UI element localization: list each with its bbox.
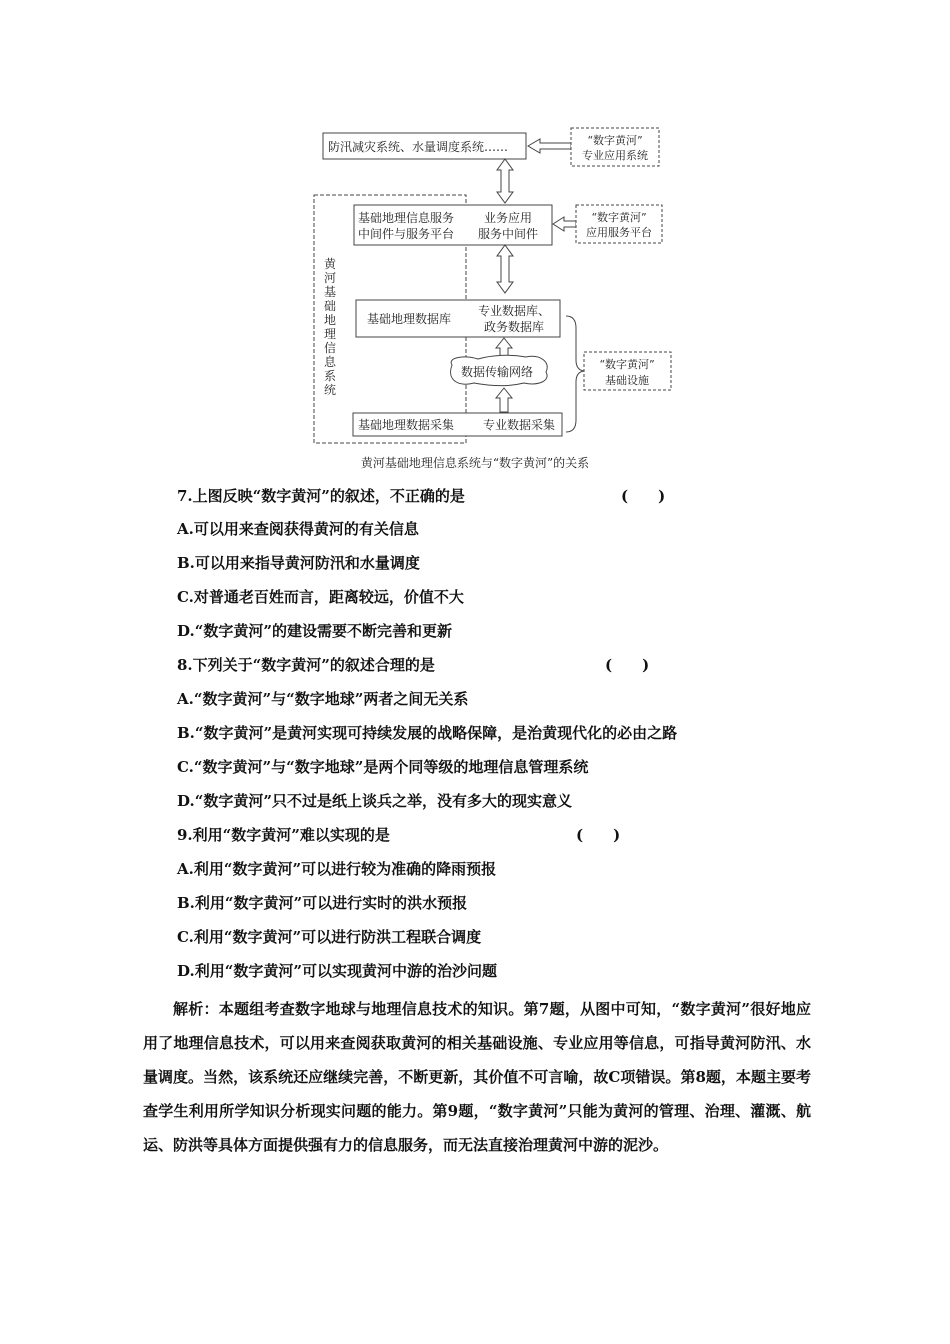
answer-bracket: ( ) [576,826,621,844]
double-arrow-vertical-icon [497,159,513,203]
question-9-stem: 9.利用“数字黄河”难以实现的是 ( ) [177,826,621,844]
collection-right-text: 专业数据采集 [482,418,556,432]
collection-left-text: 基础地理数据采集 [358,418,455,432]
data-network-text: 数据传输网络 [460,365,534,379]
special-app-system-label-line1: “数字黄河” [587,134,643,147]
middleware-right-line2: 服务中间件 [477,227,539,241]
question-7-option-c: C.对普通老百姓而言，距离较远，价值不大 [177,588,464,606]
middleware-left-line2: 中间件与服务平台 [358,227,455,241]
yellow-river-gis-vertical-char-3: 础 [323,299,337,313]
app-service-platform-label-line1: “数字黄河” [591,211,647,224]
special-app-system-label-line2: 专业应用系统 [582,149,648,162]
question-7-option-a: A.可以用来查阅获得黄河的有关信息 [177,520,419,538]
database-left-text: 基础地理数据库 [367,312,452,326]
analysis-label: 解析： [173,1000,219,1018]
double-arrow-vertical-icon [497,245,513,293]
analysis-text: 本题组考查数字地球与地理信息技术的知识。第7题，从图中可知，“数字黄河”很好地应用了地理信息技术，可以用来查阅获取黄河的相关基础设施、专业应用等信息，可指导黄河防汛、水量调度。当然，该系统还应继续完善，不断更新，其价值不可言喻，故C项错误。第8题，本题主要考查学生利用所学知识分析现实问题的能力。第9题，“数字黄河”只能为黄河的管理、治理、灌溉、航运、防洪等具体方面提供强有力的信息服务，而无法直接治理黄河中游的泥沙。 [143,1000,811,1154]
yellow-river-gis-vertical-char-0: 黄 [323,257,337,271]
answer-bracket: ( ) [621,487,666,505]
hollow-arrow-left-icon [528,139,571,153]
yellow-river-gis-vertical-char-5: 理 [323,327,337,341]
yellow-river-gis-vertical-char-8: 系 [323,369,337,383]
answer-bracket: ( ) [605,656,650,674]
analysis-paragraph [143,992,811,1162]
yellow-river-gis-vertical-char-7: 息 [323,355,337,369]
digital-yellow-river-diagram [0,0,950,470]
yellow-river-gis-vertical-char-6: 信 [323,341,337,355]
question-9-option-b: B.利用“数字黄河”可以进行实时的洪水预报 [177,894,468,912]
yellow-river-gis-vertical-char-2: 基 [323,285,337,299]
middleware-left-line1: 基础地理信息服务 [358,211,455,225]
question-8-option-d: D.“数字黄河”只不过是纸上谈兵之举，没有多大的现实意义 [177,792,572,810]
yellow-river-gis-vertical-char-4: 地 [323,313,337,327]
diagram-caption: 黄河基础地理信息系统与“数字黄河”的关系 [360,456,590,470]
question-9-option-c: C.利用“数字黄河”可以进行防洪工程联合调度 [177,928,482,946]
question-7-option-d: D.“数字黄河”的建设需要不断完善和更新 [177,622,452,640]
yellow-river-gis-vertical-char-1: 河 [323,271,337,285]
middleware-right-line1: 业务应用 [483,211,533,225]
question-9-option-a: A.利用“数字黄河”可以进行较为准确的降雨预报 [177,860,497,878]
infrastructure-label-line2: 基础设施 [605,374,649,387]
app-service-platform-label-line2: 应用服务平台 [586,226,652,239]
yellow-river-gis-vertical-char-9: 统 [323,383,337,397]
database-right-line2: 政务数据库 [483,320,545,334]
infrastructure-label-line1: “数字黄河” [599,358,655,371]
question-8-option-a: A.“数字黄河”与“数字地球”两者之间无关系 [177,690,469,708]
hollow-arrow-left-icon [553,217,576,231]
question-7-stem: 7.上图反映“数字黄河”的叙述，不正确的是 ( ) [177,487,666,505]
question-9-option-d: D.利用“数字黄河”可以实现黄河中游的治沙问题 [177,962,497,980]
hollow-arrow-up-icon [496,388,512,412]
database-right-line1: 专业数据库、 [477,304,551,318]
question-8-stem: 8.下列关于“数字黄河”的叙述合理的是 ( ) [177,656,650,674]
question-8-option-c: C.“数字黄河”与“数字地球”是两个同等级的地理信息管理系统 [177,758,589,776]
question-8-option-b: B.“数字黄河”是黄河实现可持续发展的战略保障，是治黄现代化的必由之路 [177,724,678,742]
right-brace-icon [566,316,584,432]
flood-control-box-text: 防汛减灾系统、水量调度系统…… [328,140,509,154]
question-7-option-b: B.可以用来指导黄河防汛和水量调度 [177,554,420,572]
